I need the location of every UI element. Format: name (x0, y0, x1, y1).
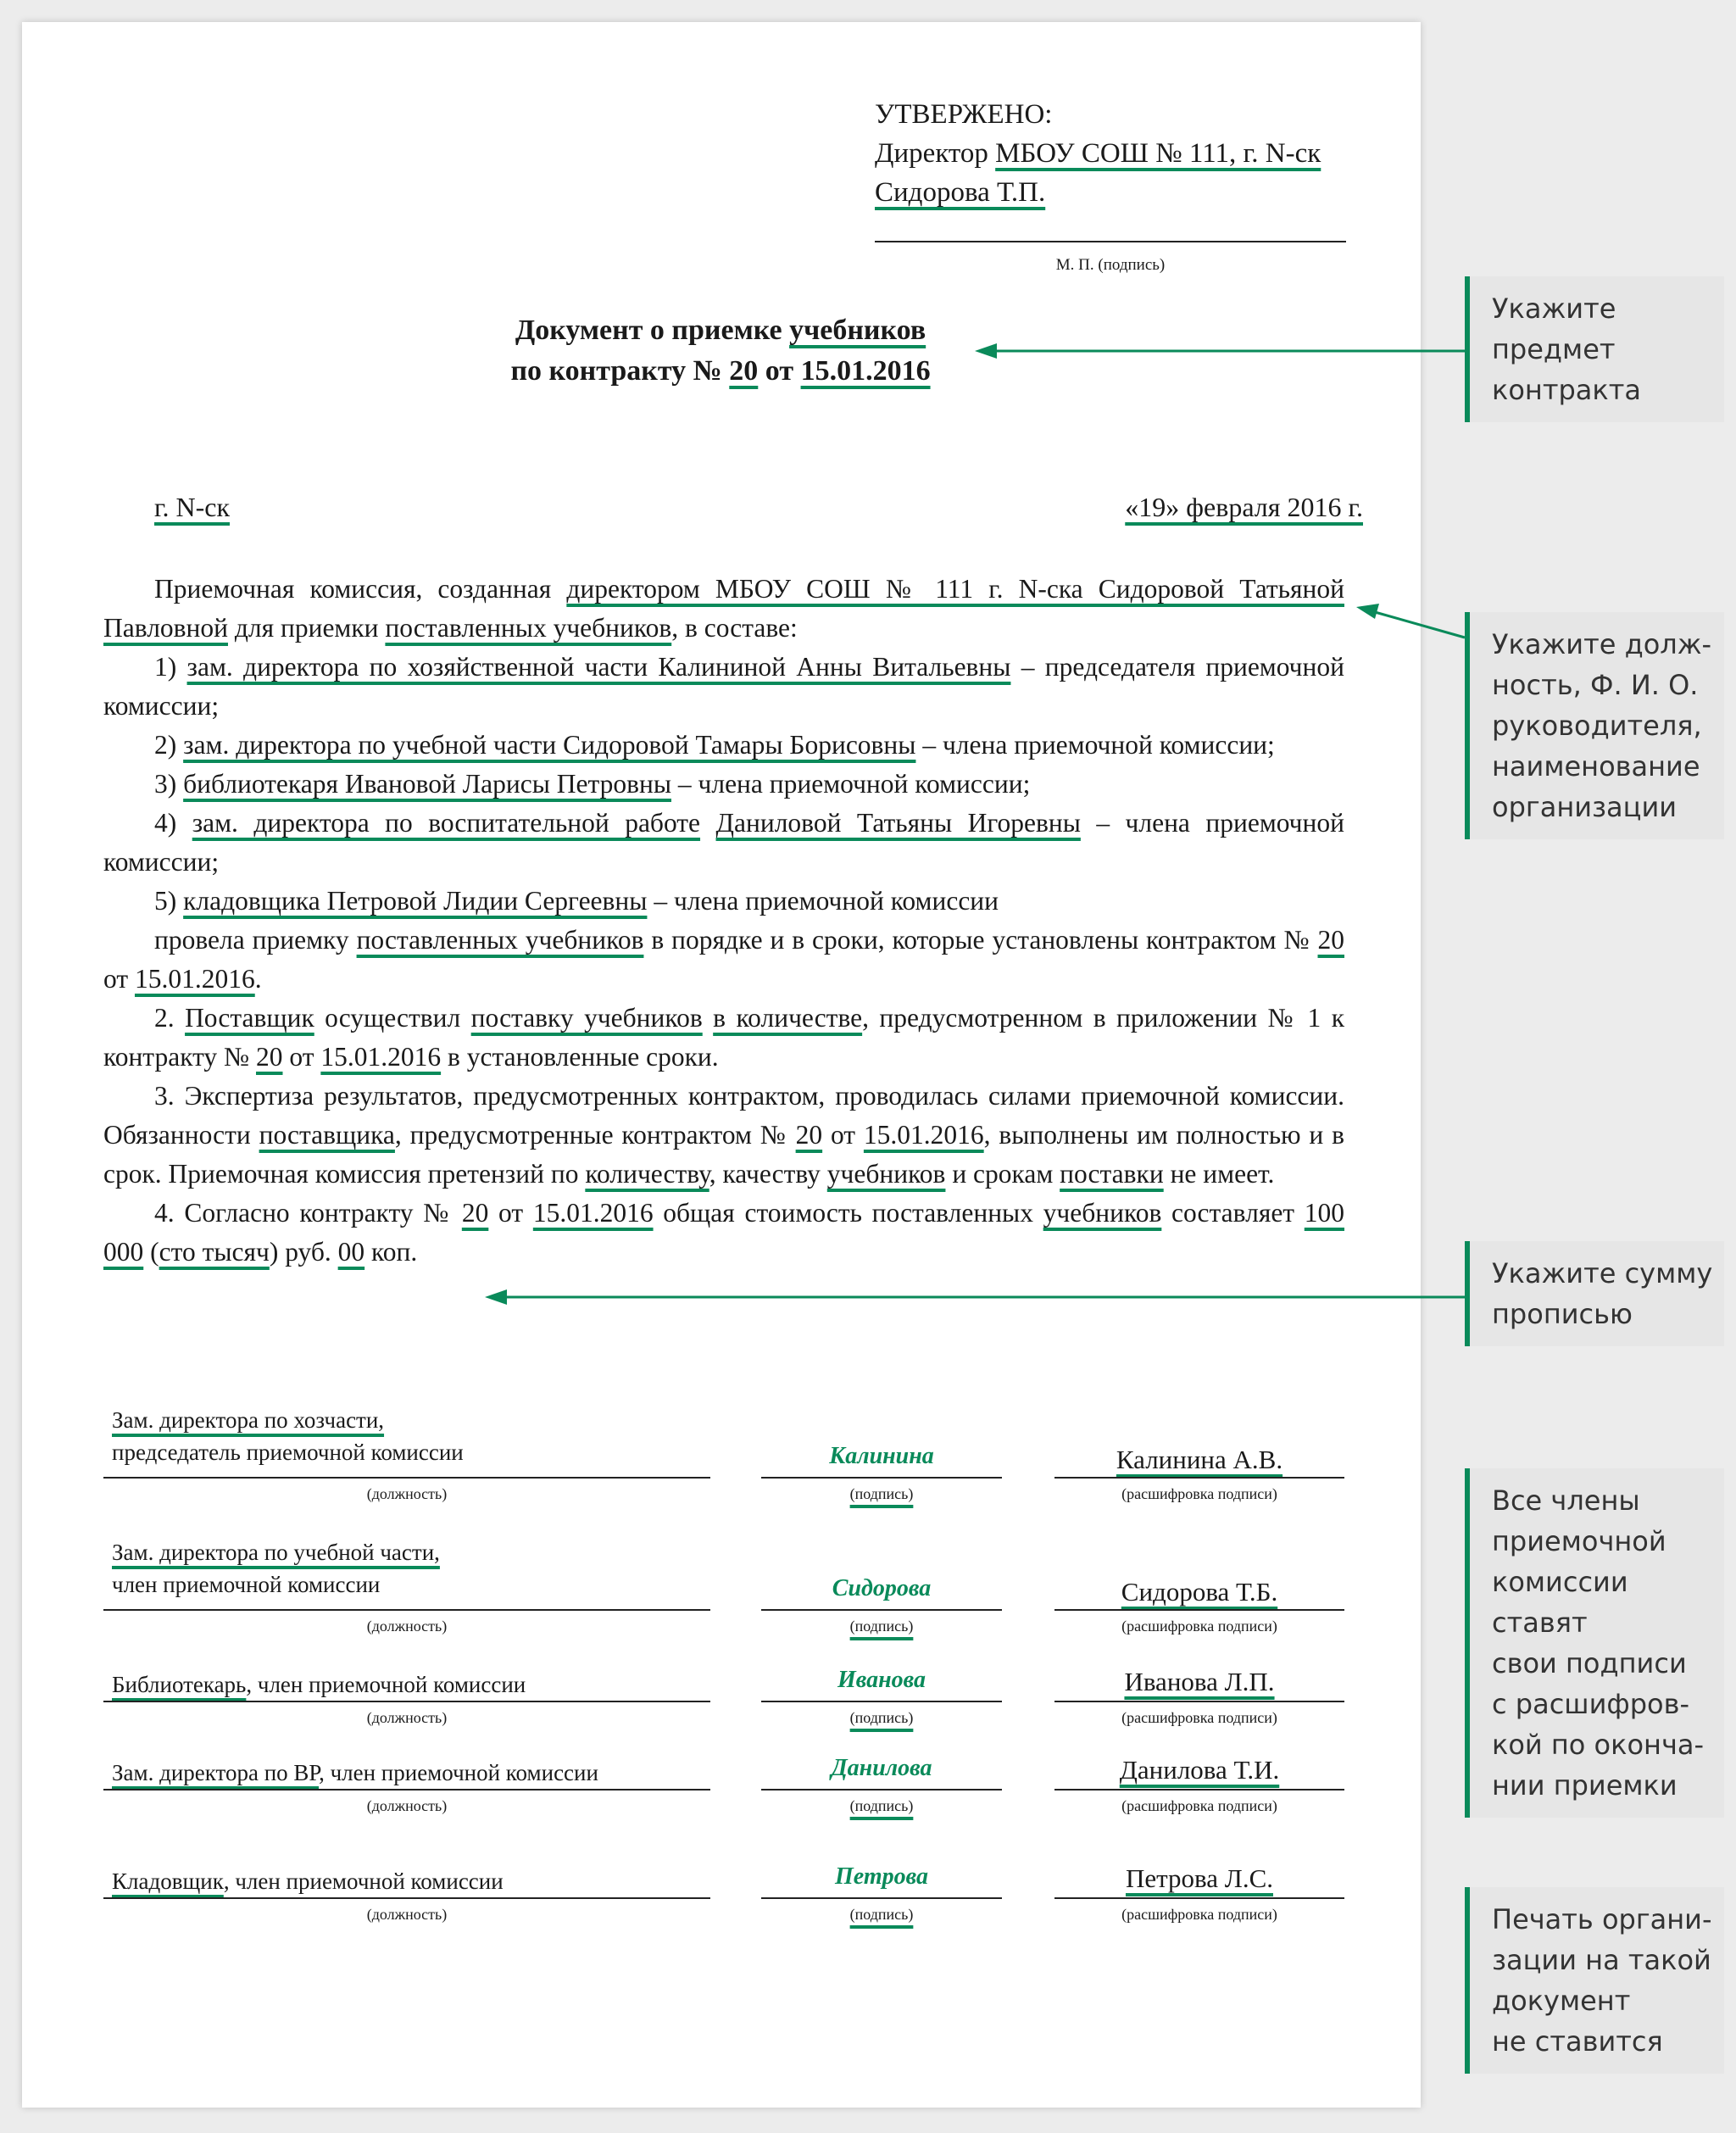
signature-row-4: Зам. директора по ВР, член приемочной комиссии (должность) Данилова (подпись) Данилова Т.И. (расшифровка подписи) (103, 1709, 1344, 1836)
note-signatures: Все члены приемочной комиссии ставят свои подписи с расшифров- кой по оконча- нии приемки (1465, 1468, 1724, 1818)
handwritten-signature: Сидорова (832, 1575, 932, 1601)
member-2: 2) зам. директора по учебной части Сидоровой Тамары Борисовны – члена приемочной комиссии; (154, 730, 1275, 760)
approval-name: Сидорова Т.П. (875, 177, 1046, 208)
member-5: 5) кладовщика Петровой Лидии Сергеевны – члена приемочной комиссии (154, 886, 999, 916)
approval-label: УТВЕРЖЕНО: (875, 99, 1053, 130)
place: г. N-ск (154, 492, 231, 522)
member-3: 3) библиотекаря Ивановой Ларисы Петровны – члена приемочной комиссии; (154, 769, 1031, 799)
handwritten-signature: Данилова (831, 1755, 932, 1781)
paragraph-3: 3. Экспертиза результатов, предусмотренных контрактом, проводилась силами приемочной комиссии. Обязанности поставщика, предусмотренные контрактом № 20 от 15.01.2016, выполнены им полностью и в срок. Приемочная комиссия претензий по количеству, качеству учебников и срокам поставки не имеет. (103, 1081, 1344, 1189)
signature-row-1: Зам. директора по хозчасти, председатель приемочной комиссии (должность) Калинина (подпись) Калинина А.В. (расшифровка подписи) (103, 1399, 1344, 1526)
handwritten-signature: Петрова (835, 1863, 928, 1890)
signature-row-2: Зам. директора по учебной части, член приемочной комиссии (должность) Сидорова (подпись) Сидорова Т.Б. (расшифровка подписи) (103, 1531, 1344, 1658)
document-title: Документ о приемке учебников по контракту № 20 от 15.01.2016 (510, 315, 931, 387)
handwritten-signature: Калинина (829, 1443, 934, 1469)
member-1: 1) зам. директора по хозяйственной части Калининой Анны Витальевны – председателя приемочной комиссии; (103, 652, 1344, 721)
paragraph-acceptance: провела приемку поставленных учебников в порядке и в сроки, которые установлены контрактом № 20 от 15.01.2016. (103, 925, 1345, 994)
signature-row-5: Кладовщик, член приемочной комиссии (должность) Петрова (подпись) Петрова Л.С. (расшифровка подписи) (103, 1818, 1344, 1945)
paragraph-4: 4. Согласно контракту № 20 от 15.01.2016 общая стоимость поставленных учебников составляет 100 000 (сто тысяч) руб. 00 коп. (103, 1198, 1345, 1267)
signature-decoding: Калинина А.В. (1116, 1445, 1283, 1474)
note-stamp: Печать органи- зации на такой документ не ставится (1465, 1887, 1724, 2074)
arrow-director (1375, 612, 1465, 638)
document-date: «19» февраля 2016 г. (1125, 492, 1363, 522)
note-subject: Укажите предмет контракта (1465, 276, 1724, 422)
stamp-caption: М. П. (подпись) (1055, 256, 1166, 274)
paragraph-commission: Приемочная комиссия, созданная директором МБОУ СОШ № 111 г. N-ска Сидоровой Татьяной Павловной для приемки поставленных учебников, в составе: (103, 574, 1344, 643)
note-director: Укажите долж- ность, Ф. И. О. руководителя, наименование организации (1465, 612, 1724, 839)
handwritten-signature: Иванова (837, 1667, 926, 1693)
note-amount: Укажите сумму прописью (1465, 1241, 1724, 1346)
approval-director: Директор МБОУ СОШ № 111, г. N-ск (875, 138, 1321, 169)
signature-row-3: Библиотекарь, член приемочной комиссии (должность) Иванова (подпись) Иванова Л.П. (расшифровка подписи) (103, 1621, 1344, 1748)
paragraph-2: 2. Поставщик осуществил поставку учебников в количестве, предусмотренном в приложении № 1 к контракту № 20 от 15.01.2016 в установленные сроки. (103, 1003, 1345, 1072)
member-4: 4) зам. директора по воспитательной работе Даниловой Татьяны Игоревны – члена приемочной комиссии; (103, 808, 1344, 877)
signature-position: Зам. директора по хозчасти, (112, 1407, 385, 1433)
